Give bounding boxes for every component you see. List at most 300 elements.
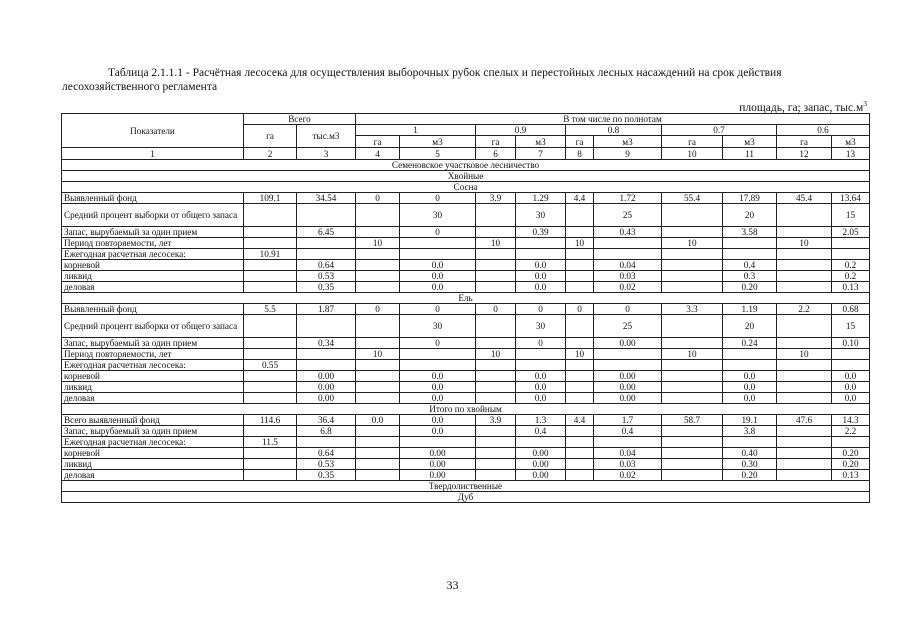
table-cell: 0.30	[723, 459, 777, 470]
table-cell	[516, 249, 566, 260]
table-cell	[244, 459, 297, 470]
table-cell: 45.4	[777, 193, 832, 204]
row-label: корневой	[62, 448, 244, 459]
table-cell	[594, 437, 662, 448]
table-cell	[356, 227, 400, 238]
row-label: Запас, вырубаемый за один прием	[62, 426, 244, 437]
table-row	[62, 459, 870, 470]
table-cell: 0.4	[594, 426, 662, 437]
table-cell	[516, 349, 566, 360]
table-cell: 2.2	[777, 304, 832, 315]
table-cell: 2.2	[832, 426, 870, 437]
table-cell: 15	[832, 315, 870, 338]
table-cell: 10.91	[244, 249, 297, 260]
table-cell	[244, 371, 297, 382]
table-cell: 10	[662, 238, 723, 249]
table-cell	[662, 371, 723, 382]
table-cell	[356, 393, 400, 404]
table-cell: 0.00	[594, 338, 662, 349]
table-cell: 0.00	[400, 470, 476, 481]
table-row	[62, 260, 870, 271]
table-cell: 0.35	[297, 282, 356, 293]
column-number-row	[62, 148, 870, 160]
table-cell	[400, 249, 476, 260]
row-label: Ежегодная расчетная лесосека:	[62, 360, 244, 371]
table-row	[62, 448, 870, 459]
table-cell	[356, 315, 400, 338]
table-row	[62, 282, 870, 293]
table-cell: 20	[723, 204, 777, 227]
header-unit-ha: га	[777, 136, 832, 148]
row-label: деловая	[62, 470, 244, 481]
table-row	[62, 382, 870, 393]
table-cell: 3.9	[476, 415, 516, 426]
table-cell: 2.05	[832, 227, 870, 238]
table-cell	[297, 437, 356, 448]
table-row	[62, 271, 870, 282]
table-cell	[566, 227, 594, 238]
table-cell	[662, 459, 723, 470]
table-cell	[476, 315, 516, 338]
row-label: Период повторяемости, лет	[62, 349, 244, 360]
table-cell	[297, 349, 356, 360]
table-cell: 0.00	[594, 382, 662, 393]
table-cell: 36.4	[297, 415, 356, 426]
table-row	[62, 437, 870, 448]
band-spruce: Ель	[62, 293, 870, 304]
header-unit-m3: м3	[723, 136, 777, 148]
table-cell	[662, 393, 723, 404]
table-cell: 30	[400, 315, 476, 338]
table-cell	[244, 282, 297, 293]
page-number: 33	[446, 578, 459, 592]
table-row	[62, 315, 870, 338]
units-text: площадь, га; запас, тыс.м	[739, 101, 864, 114]
table-cell: 1.29	[516, 193, 566, 204]
table-cell: 0.2	[832, 271, 870, 282]
table-cell: 0.13	[832, 282, 870, 293]
table-cell: 0.0	[832, 371, 870, 382]
table-cell: 0.35	[297, 470, 356, 481]
header-density-07: 0.7	[662, 125, 777, 136]
table-cell: 0.55	[244, 360, 297, 371]
table-cell: 10	[662, 349, 723, 360]
row-label: Выявленный фонд	[62, 304, 244, 315]
table-cell: 0.0	[723, 371, 777, 382]
table-cell: 0.53	[297, 271, 356, 282]
table-cell: 6.45	[297, 227, 356, 238]
table-cell	[476, 282, 516, 293]
table-cell	[566, 249, 594, 260]
table-cell: 0.20	[832, 448, 870, 459]
band-row	[62, 492, 870, 503]
table-cell: 0.34	[297, 338, 356, 349]
table-row	[62, 371, 870, 382]
table-cell	[566, 371, 594, 382]
band-conifers: Хвойные	[62, 171, 870, 182]
table-cell	[723, 249, 777, 260]
table-cell	[566, 426, 594, 437]
table-cell	[297, 238, 356, 249]
table-cell	[356, 360, 400, 371]
table-cell: 15	[832, 204, 870, 227]
table-cell: 0.68	[832, 304, 870, 315]
table-cell	[516, 238, 566, 249]
table-row	[62, 470, 870, 481]
table-cell	[356, 282, 400, 293]
table-row	[62, 338, 870, 349]
table-cell	[566, 393, 594, 404]
table-caption	[62, 66, 870, 94]
table-cell	[777, 260, 832, 271]
table-cell	[832, 249, 870, 260]
column-number: 3	[297, 148, 356, 160]
table-cell	[476, 360, 516, 371]
table-cell: 0	[356, 193, 400, 204]
table-cell	[777, 426, 832, 437]
table-cell: 0.02	[594, 470, 662, 481]
table-cell	[476, 437, 516, 448]
table-cell	[777, 393, 832, 404]
table-cell: 0.0	[516, 382, 566, 393]
table-cell	[244, 470, 297, 481]
row-label: ликвид	[62, 382, 244, 393]
table-cell	[777, 459, 832, 470]
table-cell: 0.0	[516, 271, 566, 282]
band-hardwood: Твердолиственные	[62, 481, 870, 492]
table-cell: 0.00	[297, 371, 356, 382]
table-cell: 10	[476, 349, 516, 360]
table-cell: 0.39	[516, 227, 566, 238]
table-cell	[516, 360, 566, 371]
header-unit-m3: м3	[400, 136, 476, 148]
table-cell	[476, 260, 516, 271]
table-cell: 0.0	[516, 393, 566, 404]
table-cell: 0	[516, 304, 566, 315]
table-cell: 0	[476, 304, 516, 315]
header-density-06: 0.6	[777, 125, 870, 136]
band-pine: Сосна	[62, 182, 870, 193]
table-cell	[662, 249, 723, 260]
table-cell: 10	[356, 238, 400, 249]
table-cell	[566, 437, 594, 448]
table-cell: 30	[400, 204, 476, 227]
table-cell	[476, 271, 516, 282]
table-cell: 0.0	[723, 382, 777, 393]
table-cell: 0.00	[400, 448, 476, 459]
table-cell: 0.00	[516, 459, 566, 470]
row-label: Запас, вырубаемый за один прием	[62, 338, 244, 349]
table-cell	[662, 470, 723, 481]
table-cell	[594, 360, 662, 371]
table-cell	[476, 204, 516, 227]
table-cell	[662, 260, 723, 271]
table-cell	[400, 437, 476, 448]
header-unit-m3: м3	[832, 136, 870, 148]
table-cell: 0.00	[297, 382, 356, 393]
table-cell	[832, 437, 870, 448]
column-number: 6	[476, 148, 516, 160]
table-cell	[662, 271, 723, 282]
table-cell	[594, 249, 662, 260]
table-cell	[244, 260, 297, 271]
table-cell: 0.0	[400, 393, 476, 404]
table-cell	[723, 349, 777, 360]
header-total: Всего	[244, 114, 356, 125]
table-cell	[662, 282, 723, 293]
table-cell: 14.3	[832, 415, 870, 426]
table-cell: 0.03	[594, 271, 662, 282]
table-cell: 0.2	[832, 260, 870, 271]
header-density-08: 0.8	[566, 125, 662, 136]
table-cell	[297, 315, 356, 338]
table-cell: 0.00	[400, 459, 476, 470]
table-cell	[244, 338, 297, 349]
header-indicators: Показатели	[62, 114, 244, 148]
table-cell	[297, 249, 356, 260]
column-number: 7	[516, 148, 566, 160]
table-cell: 3.8	[723, 426, 777, 437]
row-label: деловая	[62, 282, 244, 293]
table-cell	[723, 360, 777, 371]
table-cell	[777, 282, 832, 293]
band-row	[62, 404, 870, 415]
table-cell	[662, 382, 723, 393]
row-label: ликвид	[62, 271, 244, 282]
column-number: 9	[594, 148, 662, 160]
column-number: 11	[723, 148, 777, 160]
table-cell	[662, 315, 723, 338]
header-density-09: 0.9	[476, 125, 566, 136]
table-cell	[566, 260, 594, 271]
table-cell: 0	[400, 193, 476, 204]
table-cell	[662, 360, 723, 371]
table-cell	[244, 382, 297, 393]
table-cell: 0.0	[400, 260, 476, 271]
table-cell: 3.3	[662, 304, 723, 315]
forest-cut-table	[61, 113, 870, 503]
table-cell: 109.1	[244, 193, 297, 204]
column-number: 4	[356, 148, 400, 160]
table-cell: 13.64	[832, 193, 870, 204]
band-row	[62, 171, 870, 182]
table-cell	[476, 470, 516, 481]
table-cell: 0.0	[400, 382, 476, 393]
table-cell: 3.58	[723, 227, 777, 238]
table-cell: 20	[723, 315, 777, 338]
table-cell: 0.0	[400, 271, 476, 282]
table-cell: 4.4	[566, 415, 594, 426]
table-cell	[777, 360, 832, 371]
caption-text: Таблица 2.1.1.1 - Расчётная лесосека для осуществления выборочных рубок спелых и перестойных лесных насаждений на срок действия лесохозяйственного регламента	[62, 67, 782, 93]
row-label: Ежегодная расчетная лесосека:	[62, 437, 244, 448]
table-cell	[662, 338, 723, 349]
table-cell: 0.04	[594, 260, 662, 271]
table-cell	[566, 282, 594, 293]
table-row	[62, 360, 870, 371]
table-row	[62, 204, 870, 227]
table-cell	[400, 360, 476, 371]
table-cell	[566, 382, 594, 393]
table-cell	[476, 338, 516, 349]
table-cell	[777, 437, 832, 448]
table-cell	[356, 338, 400, 349]
table-cell	[476, 459, 516, 470]
table-cell	[566, 315, 594, 338]
table-cell	[777, 227, 832, 238]
table-cell: 0.0	[516, 260, 566, 271]
table-cell	[777, 470, 832, 481]
table-cell	[662, 437, 723, 448]
table-cell: 0.10	[832, 338, 870, 349]
header-row-1	[62, 114, 870, 125]
table-cell	[832, 238, 870, 249]
table-cell: 0.0	[832, 393, 870, 404]
table-cell	[356, 437, 400, 448]
table-cell: 1.87	[297, 304, 356, 315]
table-cell: 0.20	[832, 459, 870, 470]
table-cell: 47.6	[777, 415, 832, 426]
table-cell: 0.40	[723, 448, 777, 459]
table-cell: 0.00	[594, 371, 662, 382]
table-cell	[244, 204, 297, 227]
table-cell: 3.9	[476, 193, 516, 204]
table-cell: 0.13	[832, 470, 870, 481]
table-cell: 10	[777, 238, 832, 249]
table-cell: 0	[594, 304, 662, 315]
table-cell	[244, 238, 297, 249]
column-number: 5	[400, 148, 476, 160]
row-label: Средний процент выборки от общего запаса	[62, 315, 244, 338]
column-number: 1	[62, 148, 244, 160]
table-cell: 0.04	[594, 448, 662, 459]
table-cell	[244, 271, 297, 282]
table-cell	[356, 459, 400, 470]
table-cell	[244, 393, 297, 404]
table-row	[62, 349, 870, 360]
table-cell: 0.0	[400, 426, 476, 437]
table-cell: 0.4	[723, 260, 777, 271]
table-cell	[356, 470, 400, 481]
table-cell	[356, 260, 400, 271]
table-cell	[356, 204, 400, 227]
table-cell: 17.89	[723, 193, 777, 204]
table-cell	[662, 227, 723, 238]
header-unit-ha: га	[662, 136, 723, 148]
table-cell: 10	[476, 238, 516, 249]
table-cell: 10	[566, 349, 594, 360]
table-cell: 0.00	[516, 448, 566, 459]
table-cell	[777, 249, 832, 260]
table-cell: 0	[516, 338, 566, 349]
band-forestry: Семеновское участковое лесничество	[62, 160, 870, 171]
table-cell	[832, 360, 870, 371]
table-cell: 25	[594, 204, 662, 227]
table-cell	[566, 271, 594, 282]
table-cell	[777, 448, 832, 459]
band-row	[62, 182, 870, 193]
table-cell	[356, 426, 400, 437]
table-cell: 30	[516, 204, 566, 227]
table-cell	[476, 448, 516, 459]
table-cell	[297, 360, 356, 371]
table-row	[62, 426, 870, 437]
table-cell	[356, 249, 400, 260]
table-row	[62, 304, 870, 315]
header-density-1: 1	[356, 125, 476, 136]
column-number: 10	[662, 148, 723, 160]
row-label: Выявленный фонд	[62, 193, 244, 204]
table-cell	[476, 249, 516, 260]
table-cell: 0	[566, 304, 594, 315]
header-unit-ha: га	[566, 136, 594, 148]
table-row	[62, 227, 870, 238]
header-unit-ha: га	[356, 136, 400, 148]
table-cell: 34.54	[297, 193, 356, 204]
table-cell	[356, 382, 400, 393]
table-cell	[777, 271, 832, 282]
row-label: деловая	[62, 393, 244, 404]
table-cell	[662, 426, 723, 437]
table-cell	[566, 448, 594, 459]
table-cell	[476, 371, 516, 382]
table-cell: 1.3	[516, 415, 566, 426]
row-label: Период повторяемости, лет	[62, 238, 244, 249]
table-row	[62, 193, 870, 204]
table-cell: 0.03	[594, 459, 662, 470]
table-cell: 10	[356, 349, 400, 360]
header-total-thou-m3: тыс.м3	[297, 125, 356, 148]
table-cell	[662, 204, 723, 227]
table-cell	[244, 349, 297, 360]
table-cell	[244, 448, 297, 459]
table-cell	[777, 315, 832, 338]
table-cell: 0.0	[400, 282, 476, 293]
table-cell: 0.0	[832, 382, 870, 393]
table-cell	[400, 349, 476, 360]
table-cell	[476, 382, 516, 393]
table-cell: 0.4	[516, 426, 566, 437]
table-cell	[777, 204, 832, 227]
column-number: 12	[777, 148, 832, 160]
table-cell	[244, 227, 297, 238]
row-label: корневой	[62, 371, 244, 382]
table-cell: 4.4	[566, 193, 594, 204]
table-cell: 0.00	[297, 393, 356, 404]
table-cell	[297, 204, 356, 227]
units-superscript: 3	[863, 99, 867, 108]
table-cell	[832, 349, 870, 360]
table-cell	[723, 437, 777, 448]
header-unit-m3: м3	[594, 136, 662, 148]
table-cell: 0.0	[723, 393, 777, 404]
row-label: Запас, вырубаемый за один прием	[62, 227, 244, 238]
table-cell: 0	[400, 227, 476, 238]
table-row	[62, 415, 870, 426]
table-cell: 0.0	[400, 371, 476, 382]
table-cell	[723, 238, 777, 249]
table-cell	[594, 349, 662, 360]
table-cell: 0.0	[400, 415, 476, 426]
table-cell	[566, 338, 594, 349]
table-cell	[516, 437, 566, 448]
table-cell	[244, 315, 297, 338]
table-cell: 0	[356, 304, 400, 315]
row-label: Всего выявленный фонд	[62, 415, 244, 426]
column-number: 8	[566, 148, 594, 160]
table-cell: 10	[566, 238, 594, 249]
band-row	[62, 160, 870, 171]
